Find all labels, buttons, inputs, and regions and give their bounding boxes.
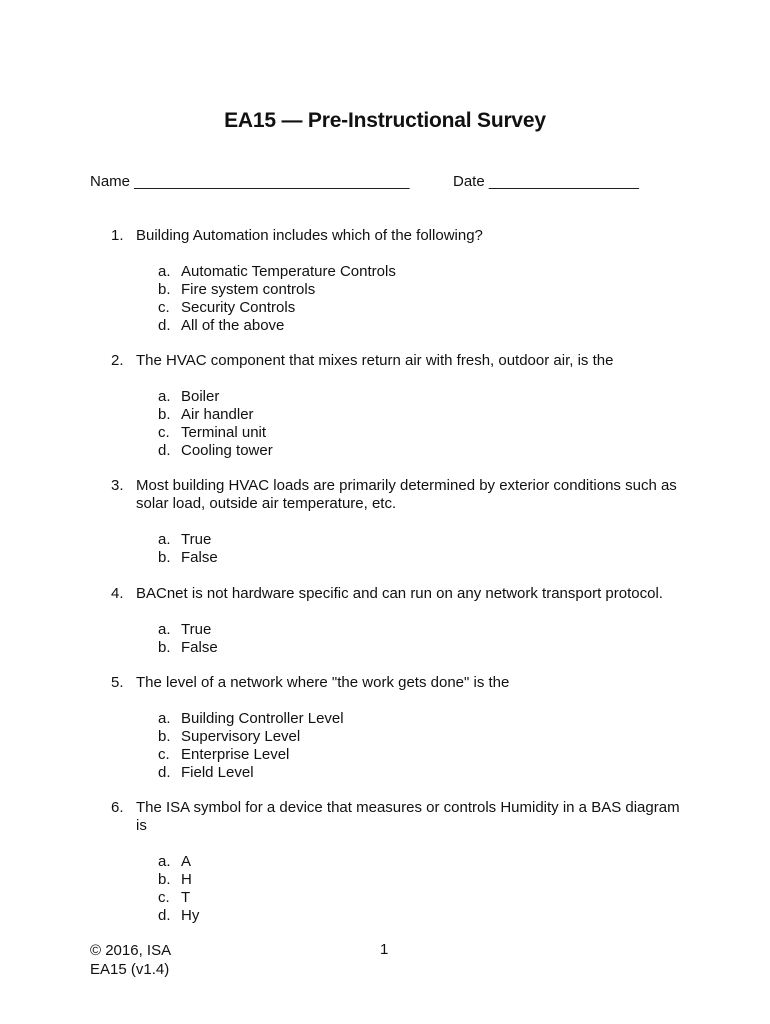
option-list bbox=[111, 531, 691, 567]
option-item bbox=[111, 907, 691, 925]
option-item bbox=[111, 263, 691, 281]
option-text: All of the above bbox=[181, 317, 285, 334]
question-number: 4. bbox=[111, 585, 124, 602]
option-text: False bbox=[181, 639, 218, 656]
option-text: Enterprise Level bbox=[181, 746, 290, 763]
option-item bbox=[111, 746, 691, 764]
option-letter: b. bbox=[158, 639, 171, 656]
question-number: 6. bbox=[111, 799, 124, 816]
question-number: 5. bbox=[111, 674, 124, 691]
option-text: T bbox=[181, 889, 191, 906]
option-letter: c. bbox=[158, 424, 170, 441]
question-6 bbox=[111, 799, 691, 925]
option-text: A bbox=[181, 853, 192, 870]
option-item bbox=[111, 853, 691, 871]
option-item bbox=[111, 281, 691, 299]
question-4 bbox=[111, 585, 691, 657]
page-title: EA15 — Pre-Instructional Survey bbox=[224, 109, 546, 132]
version-text: EA15 (v1.4) bbox=[90, 961, 170, 978]
option-text: Hy bbox=[181, 907, 200, 924]
option-text: Building Controller Level bbox=[181, 710, 344, 727]
option-list bbox=[111, 263, 691, 335]
question-number: 2. bbox=[111, 352, 124, 369]
option-item bbox=[111, 299, 691, 317]
option-letter: b. bbox=[158, 549, 171, 566]
option-item bbox=[111, 442, 691, 460]
option-item bbox=[111, 621, 691, 639]
option-text: Fire system controls bbox=[181, 281, 316, 298]
option-item bbox=[111, 889, 691, 907]
option-list bbox=[111, 621, 691, 657]
option-item bbox=[111, 639, 691, 657]
option-letter: d. bbox=[158, 442, 171, 459]
option-text: Supervisory Level bbox=[181, 728, 301, 745]
option-item bbox=[111, 531, 691, 549]
option-item bbox=[111, 406, 691, 424]
question-text: The ISA symbol for a device that measures or controls Humidity in a BAS diagram is bbox=[136, 799, 680, 834]
option-item bbox=[111, 424, 691, 442]
copyright-text: © 2016, ISA bbox=[90, 942, 172, 959]
question-2 bbox=[111, 352, 691, 460]
option-item bbox=[111, 710, 691, 728]
question-text: Building Automation includes which of the following? bbox=[136, 227, 483, 244]
footer bbox=[90, 941, 171, 979]
question-text: The level of a network where "the work gets done" is the bbox=[136, 674, 510, 691]
option-letter: b. bbox=[158, 728, 171, 745]
option-letter: a. bbox=[158, 621, 171, 638]
option-text: True bbox=[181, 621, 212, 638]
option-letter: b. bbox=[158, 406, 171, 423]
question-5 bbox=[111, 674, 691, 782]
option-letter: a. bbox=[158, 853, 171, 870]
question-number: 3. bbox=[111, 477, 124, 494]
option-letter: d. bbox=[158, 764, 171, 781]
question-1 bbox=[111, 227, 691, 335]
option-item bbox=[111, 388, 691, 406]
option-letter: d. bbox=[158, 907, 171, 924]
option-letter: c. bbox=[158, 889, 170, 906]
option-letter: c. bbox=[158, 746, 170, 763]
option-letter: a. bbox=[158, 263, 171, 280]
option-text: False bbox=[181, 549, 218, 566]
option-list bbox=[111, 853, 691, 925]
option-letter: a. bbox=[158, 710, 171, 727]
date-field: Date __________________ bbox=[453, 173, 640, 190]
option-letter: c. bbox=[158, 299, 170, 316]
option-text: Air handler bbox=[181, 406, 254, 423]
question-text: BACnet is not hardware specific and can run on any network transport protocol. bbox=[136, 585, 663, 602]
option-letter: a. bbox=[158, 531, 171, 548]
page-number: 1 bbox=[380, 941, 389, 958]
option-text: True bbox=[181, 531, 212, 548]
question-3 bbox=[111, 477, 691, 567]
option-text: H bbox=[181, 871, 192, 888]
option-item bbox=[111, 871, 691, 889]
name-field: Name _________________________________ bbox=[90, 173, 410, 190]
option-text: Cooling tower bbox=[181, 442, 273, 459]
question-text: Most building HVAC loads are primarily determined by exterior conditions such as solar load, outside air temperature, etc. bbox=[136, 477, 677, 512]
option-letter: b. bbox=[158, 871, 171, 888]
question-number: 1. bbox=[111, 227, 124, 244]
option-list bbox=[111, 388, 691, 460]
option-text: Automatic Temperature Controls bbox=[181, 263, 396, 280]
option-letter: b. bbox=[158, 281, 171, 298]
option-item bbox=[111, 317, 691, 335]
option-text: Field Level bbox=[181, 764, 254, 781]
option-letter: d. bbox=[158, 317, 171, 334]
option-letter: a. bbox=[158, 388, 171, 405]
option-text: Security Controls bbox=[181, 299, 296, 316]
option-item bbox=[111, 764, 691, 782]
option-item bbox=[111, 549, 691, 567]
option-text: Boiler bbox=[181, 388, 220, 405]
option-item bbox=[111, 728, 691, 746]
option-text: Terminal unit bbox=[181, 424, 267, 441]
question-text: The HVAC component that mixes return air with fresh, outdoor air, is the bbox=[136, 352, 614, 369]
option-list bbox=[111, 710, 691, 782]
